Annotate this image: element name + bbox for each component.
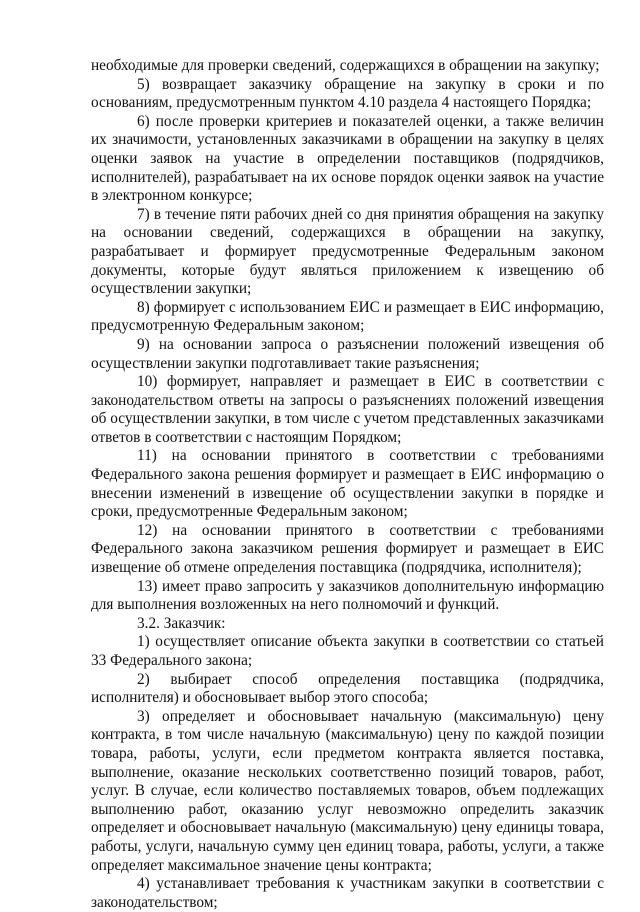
paragraph-item-6: 6) после проверки критериев и показателей оценки, а также величин их значимости, установленных заказчиками в обращении на закупку в целях оценки заявок на участие в определении поставщиков (подрядчиков, исполнителей), разрабатывает на их основе порядок оценки заявок на участие в электронном конкурсе; <box>91 112 604 205</box>
paragraph-item-5: 5) возвращает заказчику обращение на закупку в сроки и по основаниям, предусмотренным пунктом 4.10 раздела 4 настоящего Порядка; <box>91 75 604 112</box>
paragraph-customer-item-3: 3) определяет и обосновывает начальную (максимальную) цену контракта, в том числе начальную (максимальную) цену по каждой позиции товара, работы, услуги, если предметом контракта является поставка, выполнение, оказание нескольких соответственно позиций товаров, работ, услуг. В случае, если количество поставляемых товаров, объем подлежащих выполнению работ, оказанию услуг невозможно определить заказчик определяет и обосновывает начальную (максимальную) цену единицы товара, работы, услуги, начальную сумму цен единиц товара, работы, услуги, а также определяет максимальное значение цены контракта; <box>91 707 604 874</box>
document-body <box>91 57 604 912</box>
paragraph-item-13: 13) имеет право запросить у заказчиков дополнительную информацию для выполнения возложенных на него полномочий и функций. <box>91 577 604 614</box>
paragraph-customer-item-1: 1) осуществляет описание объекта закупки в соответствии со статьей 33 Федерального закона; <box>91 633 604 669</box>
paragraph-item-12: 12) на основании принятого в соответствии с требованиями Федерального закона заказчиком решения формирует и размещает в ЕИС извещение об отмене определения поставщика (подрядчика, исполнителя); <box>91 521 604 577</box>
paragraph-item-9: 9) на основании запроса о разъяснении положений извещения об осуществлении закупки подготавливает такие разъяснения; <box>91 335 604 372</box>
paragraph-customer-item-4: 4) устанавливает требования к участникам закупки в соответствии с законодательством; <box>91 875 604 911</box>
section-heading-3-2: 3.2. Заказчик: <box>137 614 226 632</box>
paragraph-item-7: 7) в течение пяти рабочих дней со дня принятия обращения на закупку на основании сведений, содержащихся в обращении на закупку, разрабатывает и формирует предусмотренные Федеральным законом документы, которые будут являться приложением к извещению об осуществлении закупки; <box>91 205 604 298</box>
paragraph-item-10: 10) формирует, направляет и размещает в ЕИС в соответствии с законодательством ответы на запросы о разъяснениях положений извещения об осуществлении закупки, в том числе с учетом представленных заказчиками ответов в соответствии с настоящим Порядком; <box>91 373 604 446</box>
paragraph-item-8: 8) формирует с использованием ЕИС и размещает в ЕИС информацию, предусмотренную Федеральным законом; <box>91 298 604 335</box>
paragraph-item-11: 11) на основании принятого в соответствии с требованиями Федерального закона решения формирует и размещает в ЕИС информацию о внесении изменений в извещение об осуществлении закупки в порядке и сроки, предусмотренные Федеральным законом; <box>91 447 604 521</box>
paragraph-continuation: необходимые для проверки сведений, содержащихся в обращении на закупку; <box>91 57 600 74</box>
paragraph-customer-item-2: 2) выбирает способ определения поставщика (подрядчика, исполнителя) и обосновывает выбор этого способа; <box>91 670 604 707</box>
